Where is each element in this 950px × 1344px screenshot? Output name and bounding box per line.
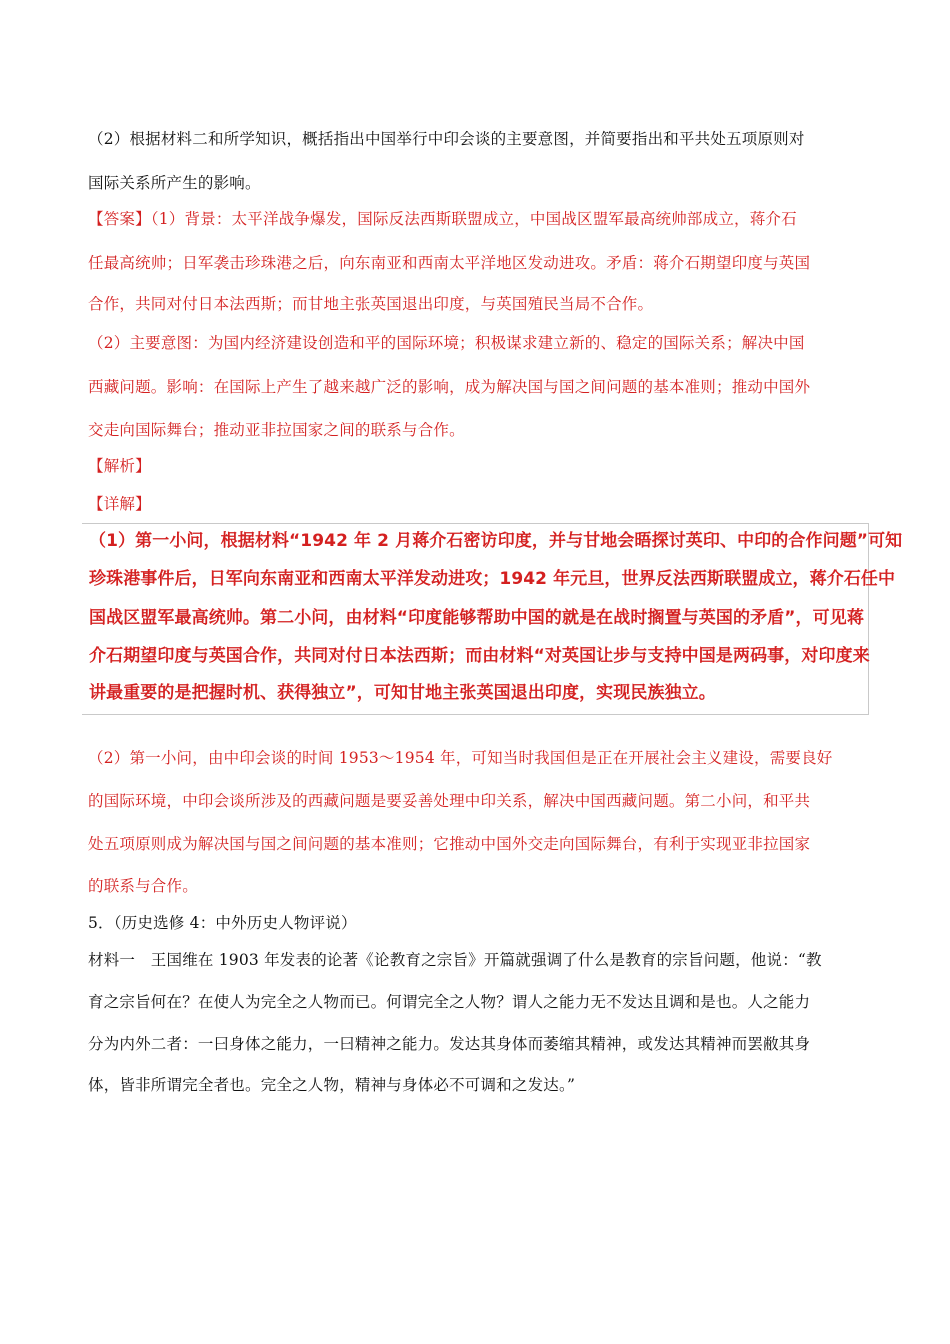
detail-1-line-3: 国战区盟军最高统帅。第二小问，由材料“印度能够帮助中国的就是在战时搁置与英国的矛盾”，可见蒋	[89, 608, 864, 628]
question-5-title: 5．（历史选修 4：中外历史人物评说）	[88, 914, 357, 932]
detail-2-line-1: （2）第一小问，由中印会谈的时间 1953～1954 年，可知当时我国但是正在开展社会主义建设，需要良好	[88, 749, 833, 767]
material-1-line-4: 体，皆非所谓完全者也。完全之人物，精神与身体必不可调和之发达。”	[88, 1076, 576, 1094]
answer-line-5: 西藏问题。影响：在国际上产生了越来越广泛的影响，成为解决国与国之间问题的基本准则；推动中国外	[88, 378, 811, 396]
answer-line-6: 交走向国际舞台；推动亚非拉国家之间的联系与合作。	[88, 421, 465, 439]
material-1-line-3: 分为内外二者：一曰身体之能力，一曰精神之能力。发达其身体而萎缩其精神，或发达其精神而罢敝其身	[88, 1035, 811, 1053]
detail-2-line-2: 的国际环境，中印会谈所涉及的西藏问题是要妥善处理中印关系，解决中国西藏问题。第二小问，和平共	[88, 792, 811, 810]
detail-2-line-3: 处五项原则成为解决国与国之间问题的基本准则；它推动中国外交走向国际舞台，有利于实现亚非拉国家	[88, 835, 811, 853]
detail-1-line-4: 介石期望印度与英国合作，共同对付日本法西斯；而由材料“对英国让步与支持中国是两码事，对印度来	[89, 646, 870, 666]
answer-line-2: 任最高统帅；日军袭击珍珠港之后，向东南亚和西南太平洋地区发动进攻。矛盾：蒋介石期望印度与英国	[88, 254, 811, 272]
answer-line-1: 【答案】（1）背景：太平洋战争爆发，国际反法西斯联盟成立，中国战区盟军最高统帅部成立，蒋介石	[88, 210, 797, 228]
detail-1-line-5: 讲最重要的是把握时机、获得独立”，可知甘地主张英国退出印度，实现民族独立。	[89, 683, 716, 703]
material-1-line-1: 材料一 王国维在 1903 年发表的论著《论教育之宗旨》开篇就强调了什么是教育的宗旨问题，他说：“教	[88, 951, 822, 969]
detail-1-line-2: 珍珠港事件后，日军向东南亚和西南太平洋发动进攻；1942 年元旦，世界反法西斯联盟成立，蒋介石任中	[89, 569, 896, 589]
question-2-line-2: 国际关系所产生的影响。	[88, 174, 261, 192]
detail-2-line-4: 的联系与合作。	[88, 877, 198, 895]
xiangjie-label: 【详解】	[88, 495, 151, 513]
detail-part-1-box	[82, 523, 903, 715]
material-1-line-2: 育之宗旨何在？在使人为完全之人物而已。何谓完全之人物？谓人之能力无不发达且调和是也。人之能力	[88, 993, 811, 1011]
answer-line-3: 合作，共同对付日本法西斯；而甘地主张英国退出印度，与英国殖民当局不合作。	[88, 295, 654, 313]
jiexi-label: 【解析】	[88, 457, 151, 475]
detail-1-line-1: （1）第一小问，根据材料“1942 年 2 月蒋介石密访印度，并与甘地会晤探讨英印、中印的合作问题”可知	[89, 531, 903, 551]
question-2-line-1: （2）根据材料二和所学知识，概括指出中国举行中印会谈的主要意图，并简要指出和平共处五项原则对	[88, 130, 805, 148]
answer-line-4: （2）主要意图：为国内经济建设创造和平的国际环境；积极谋求建立新的、稳定的国际关系；解决中国	[88, 334, 805, 352]
